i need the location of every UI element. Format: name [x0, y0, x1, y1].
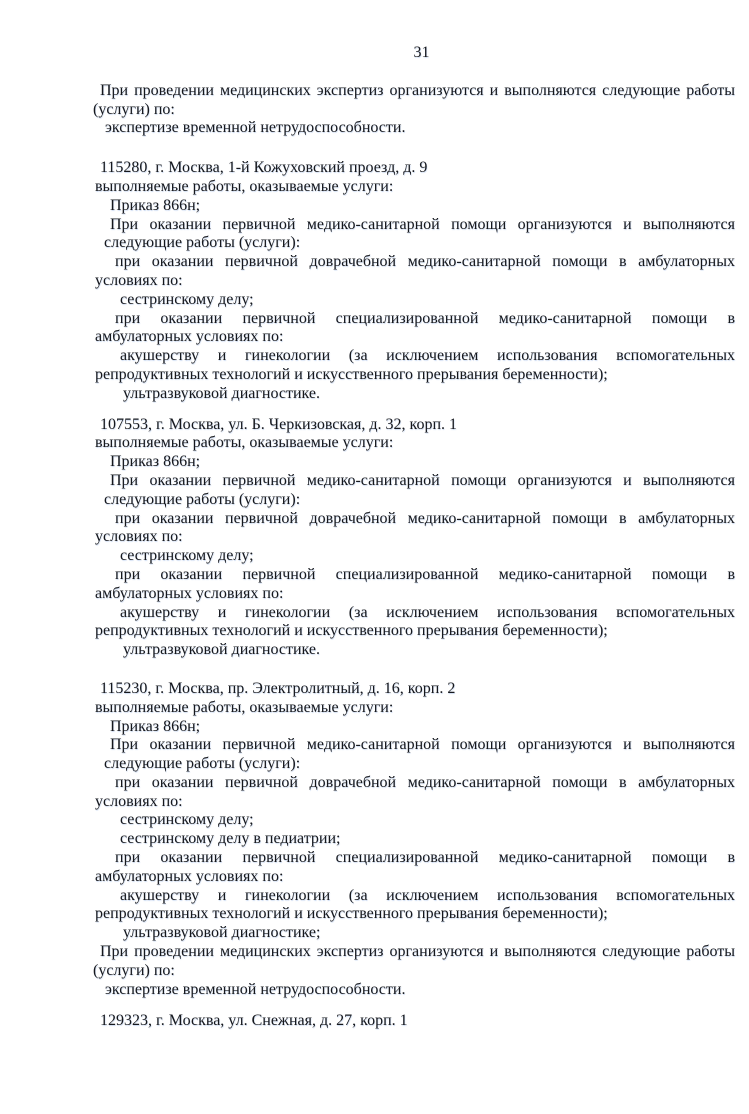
works-heading: выполняемые работы, оказываемые услуги:	[95, 698, 394, 716]
order-reference: Приказ 866н;	[110, 717, 201, 735]
service-item: сестринскому делу;	[120, 811, 254, 829]
expertise-heading: При проведении медицинских экспертиз организуются и выполняются следующие работы (услуги) по:	[93, 943, 735, 979]
section-address-115230	[93, 680, 735, 1000]
address-line: 115230, г. Москва, пр. Электролитный, д. 16, корп. 2	[100, 679, 456, 697]
expertise-item: экспертизе временной нетрудоспособности.	[105, 980, 406, 998]
service-item: сестринскому делу;	[120, 547, 254, 565]
order-reference: Приказ 866н;	[110, 196, 201, 214]
service-item: ультразвуковой диагностике.	[123, 641, 321, 659]
care-subtype-heading: при оказании первичной доврачебной медико-санитарной помощи в амбулаторных условиях по:	[95, 253, 735, 289]
service-item: сестринскому делу в педиатрии;	[120, 830, 341, 848]
section-address-107553	[93, 416, 735, 660]
section-address-115280	[93, 159, 735, 403]
address-line: 115280, г. Москва, 1-й Кожуховский проезд, д. 9	[100, 159, 428, 177]
section-address-129323	[93, 1012, 735, 1031]
care-type-heading: При оказании первичной медико-санитарной помощи организуются и выполняются следующие работы (услуги):	[104, 471, 735, 508]
care-subtype-heading: при оказании первичной специализированной медико-санитарной помощи в амбулаторных условиях по:	[95, 849, 735, 885]
service-item: акушерству и гинекологии (за исключением использования вспомогательных репродуктивных технологий и искусственного прерывания беременности);	[95, 347, 735, 383]
care-type-heading: При оказании первичной медико-санитарной помощи организуются и выполняются следующие работы (услуги):	[104, 215, 735, 252]
care-type-heading: При оказании первичной медико-санитарной помощи организуются и выполняются следующие работы (услуги):	[104, 736, 735, 773]
service-item: ультразвуковой диагностике.	[123, 384, 321, 402]
address-line: 129323, г. Москва, ул. Снежная, д. 27, корп. 1	[100, 1012, 408, 1030]
order-reference: Приказ 866н;	[110, 453, 201, 471]
care-subtype-heading: при оказании первичной доврачебной медико-санитарной помощи в амбулаторных условиях по:	[95, 509, 735, 546]
service-item: сестринскому делу;	[120, 290, 254, 308]
expertise-item: экспертизе временной нетрудоспособности.	[105, 119, 406, 137]
page-number: 31	[413, 44, 430, 61]
service-item: ультразвуковой диагностике;	[123, 924, 321, 942]
section-expertise-continuation	[93, 82, 735, 138]
care-subtype-heading: при оказании первичной специализированной медико-санитарной помощи в амбулаторных условиях по:	[95, 565, 735, 602]
works-heading: выполняемые работы, оказываемые услуги:	[95, 434, 394, 452]
works-heading: выполняемые работы, оказываемые услуги:	[95, 177, 394, 195]
address-line: 107553, г. Москва, ул. Б. Черкизовская, д. 32, корп. 1	[100, 415, 458, 433]
service-item: акушерству и гинекологии (за исключением использования вспомогательных репродуктивных технологий и искусственного прерывания беременности);	[95, 603, 735, 640]
care-subtype-heading: при оказании первичной доврачебной медико-санитарной помощи в амбулаторных условиях по:	[95, 773, 735, 810]
service-item: акушерству и гинекологии (за исключением использования вспомогательных репродуктивных технологий и искусственного прерывания беременности);	[95, 886, 735, 923]
expertise-heading: При проведении медицинских экспертиз организуются и выполняются следующие работы (услуги) по:	[93, 81, 735, 118]
care-subtype-heading: при оказании первичной специализированной медико-санитарной помощи в амбулаторных условиях по:	[95, 309, 735, 346]
